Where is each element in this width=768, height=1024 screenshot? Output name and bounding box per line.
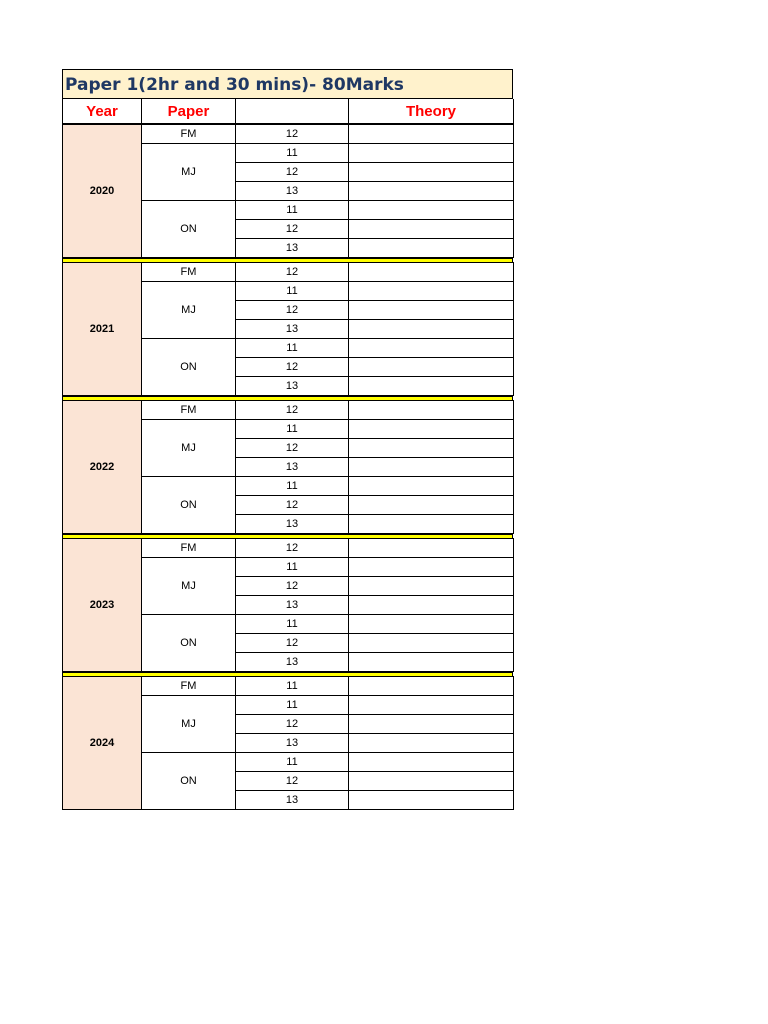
theory-cell[interactable] [349, 239, 514, 258]
paper-number-cell[interactable]: 11 [236, 477, 349, 496]
paper-number-cell[interactable]: 13 [236, 182, 349, 201]
sheet-title[interactable]: Paper 1(2hr and 30 mins)- 80Marks [62, 69, 513, 99]
paper-number-cell[interactable]: 11 [236, 420, 349, 439]
theory-cell[interactable] [349, 734, 514, 753]
year-cell[interactable]: 2022 [63, 401, 142, 534]
header-number[interactable] [236, 99, 349, 124]
paper-number-cell[interactable]: 12 [236, 634, 349, 653]
theory-cell[interactable] [349, 458, 514, 477]
table-row [63, 125, 514, 144]
paper-number-cell[interactable]: 12 [236, 301, 349, 320]
spreadsheet [62, 69, 513, 810]
paper-number-cell[interactable]: 11 [236, 201, 349, 220]
paper-number-cell[interactable]: 11 [236, 282, 349, 301]
session-cell[interactable]: FM [142, 677, 236, 696]
paper-number-cell[interactable]: 13 [236, 377, 349, 396]
paper-number-cell[interactable]: 12 [236, 163, 349, 182]
paper-number-cell[interactable]: 12 [236, 439, 349, 458]
theory-cell[interactable] [349, 577, 514, 596]
theory-cell[interactable] [349, 163, 514, 182]
theory-cell[interactable] [349, 615, 514, 634]
paper-number-cell[interactable]: 13 [236, 458, 349, 477]
theory-cell[interactable] [349, 515, 514, 534]
paper-number-cell[interactable]: 12 [236, 715, 349, 734]
theory-cell[interactable] [349, 496, 514, 515]
session-cell[interactable]: MJ [142, 558, 236, 615]
paper-number-cell[interactable]: 12 [236, 577, 349, 596]
theory-cell[interactable] [349, 791, 514, 810]
paper-number-cell[interactable]: 13 [236, 239, 349, 258]
session-cell[interactable]: ON [142, 339, 236, 396]
header-row [62, 99, 514, 124]
paper-number-cell[interactable]: 13 [236, 596, 349, 615]
paper-number-cell[interactable]: 12 [236, 125, 349, 144]
session-cell[interactable]: ON [142, 615, 236, 672]
paper-number-cell[interactable]: 11 [236, 677, 349, 696]
paper-number-cell[interactable]: 12 [236, 263, 349, 282]
paper-number-cell[interactable]: 11 [236, 753, 349, 772]
theory-cell[interactable] [349, 477, 514, 496]
paper-number-cell[interactable]: 13 [236, 653, 349, 672]
paper-number-cell[interactable]: 12 [236, 772, 349, 791]
theory-cell[interactable] [349, 558, 514, 577]
theory-cell[interactable] [349, 358, 514, 377]
paper-number-cell[interactable]: 11 [236, 339, 349, 358]
table-row [63, 539, 514, 558]
theory-cell[interactable] [349, 715, 514, 734]
session-cell[interactable]: MJ [142, 696, 236, 753]
year-block-2 [62, 400, 514, 534]
theory-cell[interactable] [349, 653, 514, 672]
paper-number-cell[interactable]: 13 [236, 515, 349, 534]
theory-cell[interactable] [349, 182, 514, 201]
theory-cell[interactable] [349, 401, 514, 420]
theory-cell[interactable] [349, 282, 514, 301]
session-cell[interactable]: FM [142, 263, 236, 282]
year-blocks [62, 124, 513, 810]
paper-number-cell[interactable]: 13 [236, 791, 349, 810]
theory-cell[interactable] [349, 201, 514, 220]
year-cell[interactable]: 2021 [63, 263, 142, 396]
theory-cell[interactable] [349, 634, 514, 653]
session-cell[interactable]: ON [142, 477, 236, 534]
header-theory[interactable]: Theory [349, 99, 514, 124]
table-row [63, 401, 514, 420]
theory-cell[interactable] [349, 220, 514, 239]
paper-number-cell[interactable]: 13 [236, 320, 349, 339]
session-cell[interactable]: FM [142, 401, 236, 420]
year-cell[interactable]: 2020 [63, 125, 142, 258]
session-cell[interactable]: MJ [142, 282, 236, 339]
theory-cell[interactable] [349, 125, 514, 144]
paper-number-cell[interactable]: 12 [236, 220, 349, 239]
session-cell[interactable]: FM [142, 125, 236, 144]
session-cell[interactable]: MJ [142, 420, 236, 477]
theory-cell[interactable] [349, 339, 514, 358]
table-row [63, 263, 514, 282]
year-block-0 [62, 124, 514, 258]
theory-cell[interactable] [349, 377, 514, 396]
theory-cell[interactable] [349, 144, 514, 163]
year-cell[interactable]: 2024 [63, 677, 142, 810]
year-block-3 [62, 538, 514, 672]
paper-number-cell[interactable]: 11 [236, 558, 349, 577]
table-row [63, 677, 514, 696]
theory-cell[interactable] [349, 320, 514, 339]
paper-number-cell[interactable]: 12 [236, 539, 349, 558]
theory-cell[interactable] [349, 696, 514, 715]
theory-cell[interactable] [349, 753, 514, 772]
paper-number-cell[interactable]: 12 [236, 496, 349, 515]
paper-number-cell[interactable]: 12 [236, 358, 349, 377]
year-block-1 [62, 262, 514, 396]
session-cell[interactable]: MJ [142, 144, 236, 201]
theory-cell[interactable] [349, 772, 514, 791]
paper-number-cell[interactable]: 12 [236, 401, 349, 420]
year-cell[interactable]: 2023 [63, 539, 142, 672]
session-cell[interactable]: ON [142, 201, 236, 258]
session-cell[interactable]: ON [142, 753, 236, 810]
theory-cell[interactable] [349, 677, 514, 696]
theory-cell[interactable] [349, 263, 514, 282]
theory-cell[interactable] [349, 439, 514, 458]
header-paper[interactable]: Paper [142, 99, 236, 124]
theory-cell[interactable] [349, 596, 514, 615]
header-year[interactable]: Year [63, 99, 142, 124]
session-cell[interactable]: FM [142, 539, 236, 558]
paper-number-cell[interactable]: 13 [236, 734, 349, 753]
theory-cell[interactable] [349, 420, 514, 439]
paper-number-cell[interactable]: 11 [236, 696, 349, 715]
paper-number-cell[interactable]: 11 [236, 615, 349, 634]
year-block-4 [62, 676, 514, 810]
paper-number-cell[interactable]: 11 [236, 144, 349, 163]
theory-cell[interactable] [349, 539, 514, 558]
theory-cell[interactable] [349, 301, 514, 320]
